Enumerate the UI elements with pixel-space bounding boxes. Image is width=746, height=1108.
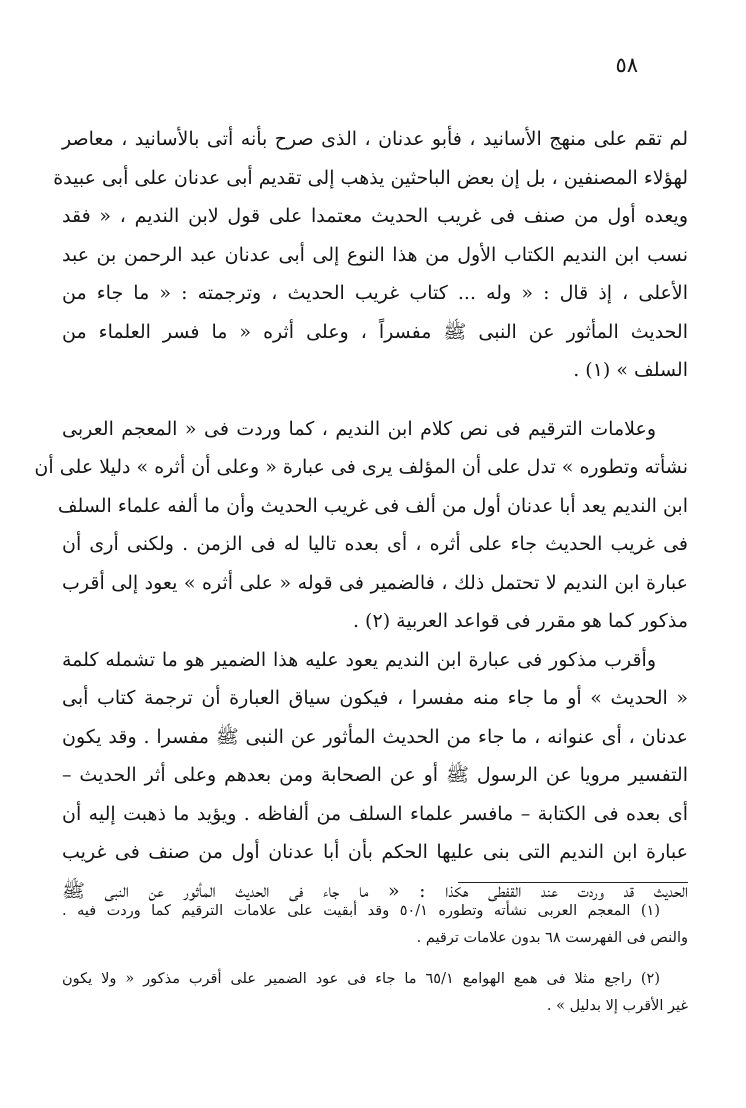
text-line: التفسير مرويا عن الرسول ﷺ أو عن الصحابة ومن بعدهم وعلى أثر الحديث –	[62, 764, 688, 786]
text-line: الحديث المأثور عن النبى ﷺ مفسراً ، وعلى أثره « ما فسر العلماء من	[62, 320, 688, 343]
footnote-line: غير الأقرب إلا بدليل » .	[546, 998, 688, 1014]
text-line: وأقرب مذكور فى عبارة ابن النديم يعود عليه هذا الضمير هو ما تشمله كلمة	[62, 648, 656, 671]
text-line: مذكور كما هو مقرر فى قواعد العربية (٢) .	[352, 610, 688, 632]
text-line: أى بعده فى الكتابة – مافسر علماء السلف من ألفاظه . ويؤيد ما ذهبت إليه أن	[62, 802, 688, 825]
text-line: فى غريب الحديث جاء على أثره ، أى بعده تاليا له فى الزمن . ولكنى أرى أن	[62, 533, 688, 555]
footnote-line: والنص فى الفهرست ٦٨ بدون علامات ترقيم .	[416, 930, 688, 946]
text-line: عدنان ، أى عنوانه ، ما جاء من الحديث المأثور عن النبى ﷺ مفسرا . وقد يكون	[62, 725, 688, 748]
footnote-divider	[458, 882, 688, 883]
text-line: نسب ابن النديم الكتاب الأول من هذا النوع إلى أبى عدنان عبد الرحمن بن عبد	[62, 243, 688, 266]
text-line: لهؤلاء المصنفين ، بل إن بعض الباحثين يذهب إلى تقديم أبى عدنان على أبى عبيدة	[53, 166, 688, 189]
footnote-line: (١) المعجم العربى نشأته وتطوره ٥٠/١ وقد أبقيت على علامات الترقيم كما وردت فيه .	[62, 903, 660, 919]
text-line: « الحديث » أو ما جاء منه مفسرا ، فيكون سياق العبارة أن ترجمة كتاب أبى	[62, 687, 688, 709]
text-line: الحديث قد وردت عند القفطى هكذا : « ما جاء فى الحديث المأثور عن النبى ﷺ	[62, 879, 688, 902]
paragraph-3	[62, 641, 688, 911]
paragraph-spacer	[62, 390, 688, 410]
text-line: السلف » (١) .	[573, 359, 688, 381]
footnote-line: (٢) راجع مثلا فى همع الهوامع ٦٥/١ ما جاء فى عود الضمير على أقرب مذكور « ولا يكون	[62, 971, 661, 987]
footnotes	[62, 898, 688, 1020]
text-line: نشأته وتطوره » تدل على أن المؤلف يرى فى عبارة « وعلى أن أثره » دليلا على أن	[34, 456, 688, 478]
paragraph-2	[34, 410, 688, 641]
text-line: وعلامات الترقيم فى نص كلام ابن النديم ، كما وردت فى « المعجم العربى	[62, 417, 656, 440]
paragraph-1	[53, 120, 688, 390]
footnote-1	[62, 898, 688, 952]
text-line: الأعلى ، إذ قال : « وله ... كتاب غريب الحديث ، وترجمته : « ما جاء من	[62, 282, 688, 304]
footnote-2	[62, 966, 688, 1020]
text-line: عبارة ابن النديم لا تحتمل ذلك ، فالضمير فى قوله « على أثره » يعود إلى أقرب	[62, 571, 688, 594]
page-number: ٥٨	[615, 53, 638, 77]
body-text	[34, 120, 688, 910]
text-line: ويعده أول من صنف فى غريب الحديث معتمدا على قول لابن النديم ، « فقد	[62, 205, 688, 227]
text-line: لم تقم على منهج الأسانيد ، فأبو عدنان ، الذى صرح بأنه أتى بالأسانيد ، معاصر	[62, 128, 688, 150]
text-line: عبارة ابن النديم التى بنى عليها الحكم بأن أبا عدنان أول من صنف فى غريب	[62, 841, 688, 863]
text-line: ابن النديم يعد أبا عدنان أول من ألف فى غريب الحديث وأن ما ألفه علماء السلف	[57, 494, 688, 517]
footnote-spacer	[62, 952, 688, 966]
